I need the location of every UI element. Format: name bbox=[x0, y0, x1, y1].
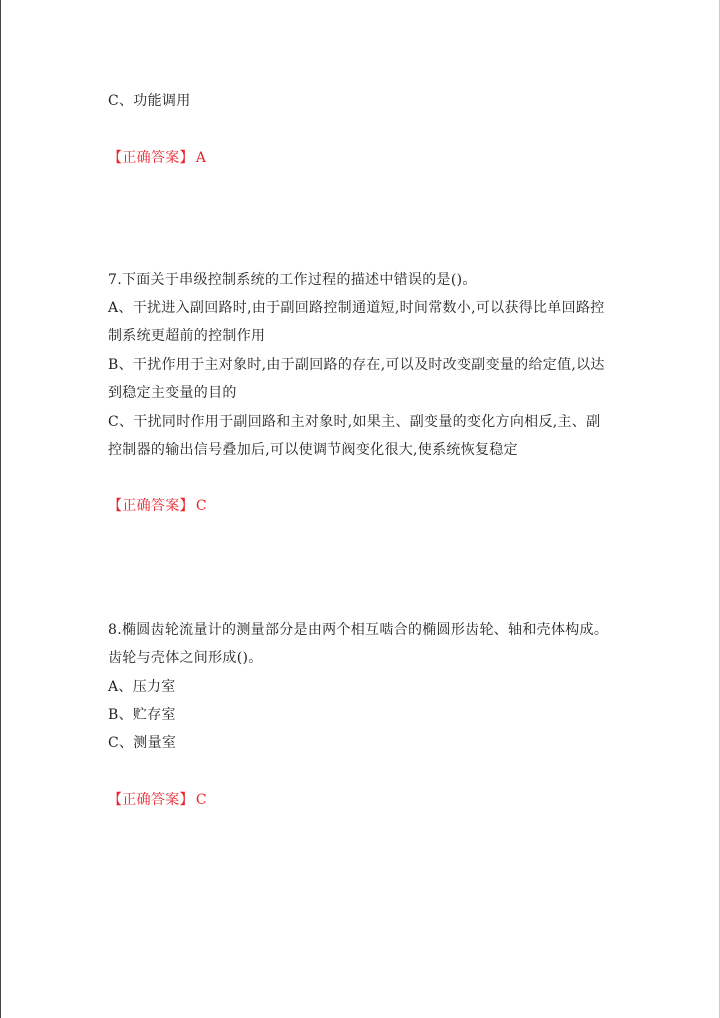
q7-option-c-line1: C、干扰同时作用于副回路和主对象时,如果主、副变量的变化方向相反,主、副 bbox=[108, 414, 601, 430]
q7-option-b-line2: 到稳定主变量的目的 bbox=[108, 385, 237, 401]
q8-option-a: A、压力室 bbox=[108, 679, 176, 695]
prev-question-option-c: C、功能调用 bbox=[108, 93, 191, 109]
q8-option-c: C、测量室 bbox=[108, 735, 177, 751]
prev-question-answer bbox=[108, 148, 206, 168]
page-border-left bbox=[0, 0, 1, 1018]
q7-stem: 7.下面关于串级控制系统的工作过程的描述中错误的是()。 bbox=[108, 272, 477, 288]
q7-option-c-line2: 控制器的输出信号叠加后,可以使调节阀变化很大,使系统恢复稳定 bbox=[108, 442, 518, 458]
q8-stem-line1: 8.椭圆齿轮流量计的测量部分是由两个相互啮合的椭圆形齿轮、轴和壳体构成。 bbox=[108, 622, 609, 638]
q7-option-b-line1: B、干扰作用于主对象时,由于副回路的存在,可以及时改变副变量的给定值,以达 bbox=[108, 357, 605, 373]
q7-answer bbox=[108, 496, 207, 516]
answer-label: 【正确答案】 bbox=[108, 150, 194, 166]
answer-value: C bbox=[195, 792, 207, 808]
answer-value: A bbox=[195, 150, 207, 166]
answer-value: C bbox=[195, 498, 207, 514]
answer-label: 【正确答案】 bbox=[108, 792, 194, 808]
q7-option-a-line1: A、干扰进入副回路时,由于副回路控制通道短,时间常数小,可以获得比单回路控 bbox=[108, 300, 605, 316]
q7-option-a-line2: 制系统更超前的控制作用 bbox=[108, 328, 266, 344]
answer-label: 【正确答案】 bbox=[108, 498, 194, 514]
q8-answer bbox=[108, 790, 207, 810]
q8-option-b: B、贮存室 bbox=[108, 707, 176, 723]
q8-stem-line2: 齿轮与壳体之间形成()。 bbox=[108, 650, 263, 666]
